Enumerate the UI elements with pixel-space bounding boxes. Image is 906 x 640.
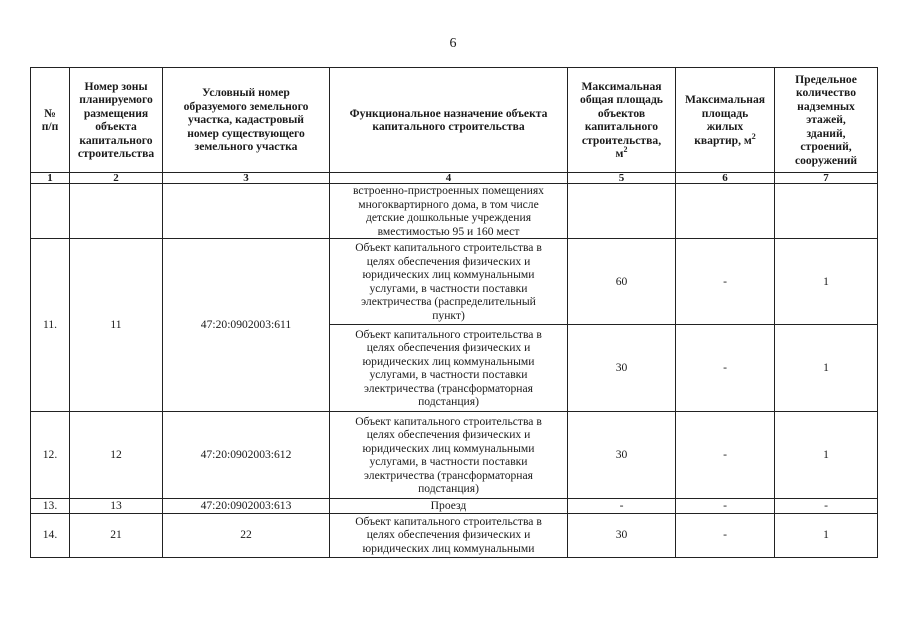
zone-number: 13 (70, 499, 163, 514)
table-row-continuation (31, 184, 878, 239)
floors-limit: - (775, 499, 878, 514)
max-apartments-area: - (676, 239, 775, 325)
max-area: - (568, 499, 676, 514)
max-apartments-area: - (676, 325, 775, 412)
function-cell: Объект капитального строительства в целях обеспечения физических и юридических лиц коммунальными услугами, в частности поставки электричества (трансформаторная подстанция) (330, 325, 568, 412)
unit-superscript: 2 (751, 131, 756, 141)
floors-limit: 1 (775, 412, 878, 499)
max-area: 30 (568, 325, 676, 412)
function-cell: Объект капитального строительства в целях обеспечения физических и юридических лиц коммунальными услугами, в частности поставки электричества (трансформаторная подстанция) (330, 412, 568, 499)
row-number: 14. (31, 513, 70, 557)
header-row (31, 68, 878, 173)
parcel-number: 47:20:0902003:612 (163, 412, 330, 499)
parcel-number: 22 (163, 513, 330, 557)
table-cell (568, 184, 676, 239)
header-cell: Максимальная площадь жилых квартир, $м^2$ (676, 68, 775, 173)
column-number: 2 (70, 173, 163, 184)
zone-number: 21 (70, 513, 163, 557)
function-cell: Объект капитального строительства в целях обеспечения физических и юридических лиц коммунальными (330, 513, 568, 557)
table-cell (676, 184, 775, 239)
max-apartments-area: - (676, 412, 775, 499)
table-cell (70, 184, 163, 239)
function-cell: Объект капитального строительства в целях обеспечения физических и юридических лиц коммунальными услугами, в частности поставки электричества (распределительный пункт) (330, 239, 568, 325)
zones-table (30, 67, 878, 558)
parcel-number: 47:20:0902003:611 (163, 239, 330, 412)
floors-limit: 1 (775, 239, 878, 325)
column-number: 3 (163, 173, 330, 184)
column-number: 6 (676, 173, 775, 184)
header-cell: Условный номер образуемого земельного участка, кадастровый номер существующего земельного участка (163, 68, 330, 173)
function-cell: Проезд (330, 499, 568, 514)
unit-superscript: 2 (623, 145, 628, 155)
table-cell (31, 184, 70, 239)
header-cell: № п/п (31, 68, 70, 173)
column-number-row (31, 173, 878, 184)
max-apartments-area: - (676, 499, 775, 514)
header-cell: Предельное количество надземных этажей, зданий, строений, сооружений (775, 68, 878, 173)
row-number: 13. (31, 499, 70, 514)
page-number: 6 (449, 36, 457, 51)
column-number: 7 (775, 173, 878, 184)
floors-limit: 1 (775, 325, 878, 412)
table-row (31, 239, 878, 325)
header-cell: Функциональное назначение объекта капитального строительства (330, 68, 568, 173)
max-apartments-area: - (676, 513, 775, 557)
parcel-number: 47:20:0902003:613 (163, 499, 330, 514)
table-cell (163, 184, 330, 239)
row-number: 12. (31, 412, 70, 499)
zone-number: 12 (70, 412, 163, 499)
zone-number: 11 (70, 239, 163, 412)
table-row (31, 499, 878, 514)
column-number: 4 (330, 173, 568, 184)
row-number: 11. (31, 239, 70, 412)
table-cell (775, 184, 878, 239)
header-cell: Максимальная общая площадь объектов капитального строительства, $м^2$ (568, 68, 676, 173)
function-cell: встроенно-пристроенных помещениях многоквартирного дома, в том числе детские дошкольные учреждения вместимостью 95 и 160 мест (330, 184, 568, 239)
table-row (31, 412, 878, 499)
column-number: 1 (31, 173, 70, 184)
max-area: 30 (568, 513, 676, 557)
max-area: 30 (568, 412, 676, 499)
table-row (31, 513, 878, 557)
header-cell: Номер зоны планируемого размещения объекта капитального строительства (70, 68, 163, 173)
max-area: 60 (568, 239, 676, 325)
floors-limit: 1 (775, 513, 878, 557)
column-number: 5 (568, 173, 676, 184)
